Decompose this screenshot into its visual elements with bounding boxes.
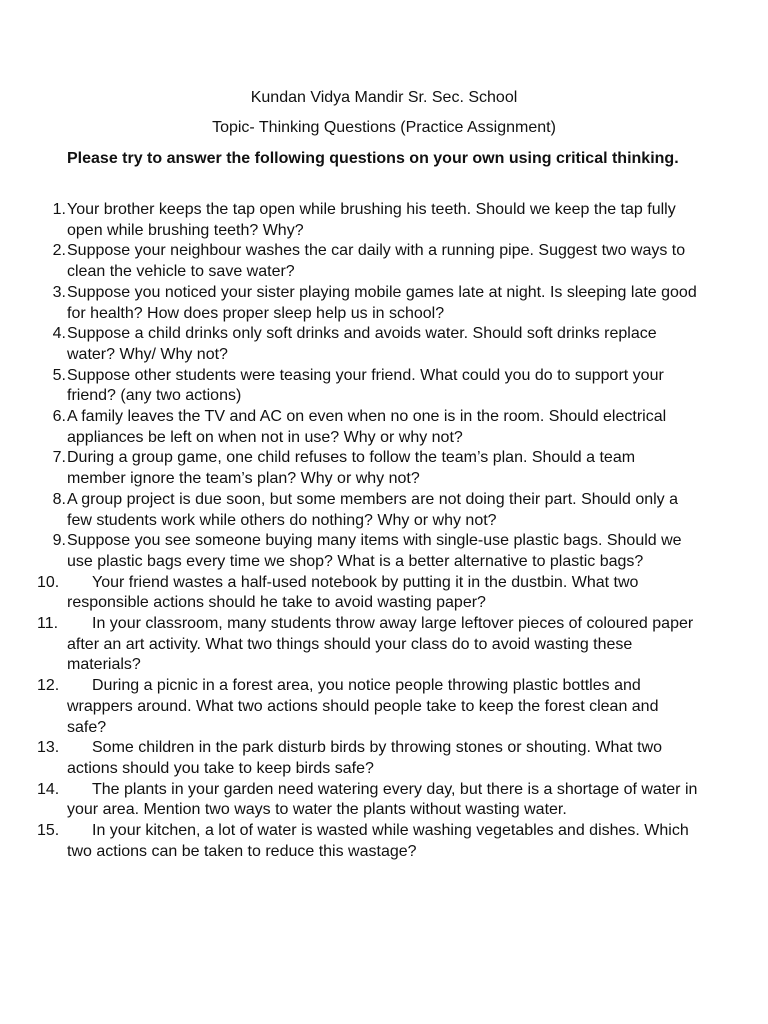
question-text: Your friend wastes a half-used notebook by putting it in the dustbin. What two responsible actions should he take to avoid wasting paper? xyxy=(67,573,639,612)
question-item xyxy=(38,780,698,821)
question-text: During a group game, one child refuses to follow the team’s plan. Should a team member ignore the team’s plan? Why or why not? xyxy=(67,449,636,488)
question-item xyxy=(38,490,698,531)
question-text: Your brother keeps the tap open while brushing his teeth. Should we keep the tap fully open while brushing teeth? Why? xyxy=(67,201,676,239)
question-number: 3. xyxy=(52,283,66,301)
instruction-text: Please try to answer the following questions on your own using critical thinking. xyxy=(67,150,679,167)
question-number: 4. xyxy=(52,325,66,343)
question-text: Suppose a child drinks only soft drinks and avoids water. Should soft drinks replace water? Why/ Why not? xyxy=(67,325,657,363)
question-text: Suppose you see someone buying many items with single-use plastic bags. Should we use plastic bags every time we shop? What is a better alternative to plastic bags? xyxy=(67,532,682,570)
question-item xyxy=(38,283,698,324)
question-item xyxy=(38,324,698,365)
question-item xyxy=(38,241,698,282)
question-number: 15. xyxy=(37,822,60,840)
question-text: In your kitchen, a lot of water is wasted while washing vegetables and dishes. Which two actions can be taken to reduce this wastage? xyxy=(67,822,689,860)
question-text: A family leaves the TV and AC on even when no one is in the room. Should electrical appliances be left on when not in use? Why or why not? xyxy=(67,408,667,446)
question-number: 8. xyxy=(52,490,66,508)
question-number: 5. xyxy=(52,366,66,384)
school-name: Kundan Vidya Mandir Sr. Sec. School xyxy=(250,89,518,106)
question-number: 7. xyxy=(52,449,66,467)
question-item xyxy=(38,738,698,779)
question-number: 14. xyxy=(37,780,60,798)
question-text: A group project is due soon, but some members are not doing their part. Should only a few students work while others do nothing? Why or why not? xyxy=(67,490,679,529)
question-item xyxy=(38,407,698,448)
question-text: In your classroom, many students throw away large leftover pieces of coloured paper after an art activity. What two things should your class do to avoid wasting these materials? xyxy=(67,615,694,674)
question-item xyxy=(38,366,698,407)
question-item xyxy=(38,531,698,572)
question-item xyxy=(38,448,698,489)
question-number: 10. xyxy=(37,573,60,591)
question-item xyxy=(38,614,698,676)
question-item xyxy=(38,200,698,241)
topic-title: Topic- Thinking Questions (Practice Assignment) xyxy=(212,119,556,136)
question-number: 12. xyxy=(37,677,60,695)
question-text: Suppose other students were teasing your friend. What could you do to support your friend? (any two actions) xyxy=(67,366,664,405)
question-list xyxy=(38,200,698,863)
question-number: 11. xyxy=(37,615,59,633)
question-text: Suppose your neighbour washes the car daily with a running pipe. Suggest two ways to clean the vehicle to save water? xyxy=(67,242,686,281)
question-item xyxy=(38,676,698,738)
question-number: 13. xyxy=(37,739,60,757)
question-text: The plants in your garden need watering every day, but there is a shortage of water in your area. Mention two ways to water the plants without wasting water. xyxy=(67,780,698,819)
question-item xyxy=(38,573,698,614)
question-number: 6. xyxy=(52,408,66,426)
question-text: Some children in the park disturb birds by throwing stones or shouting. What two actions should you take to keep birds safe? xyxy=(67,739,663,777)
question-number: 9. xyxy=(52,532,66,550)
question-text: During a picnic in a forest area, you notice people throwing plastic bottles and wrappers around. What two actions should people take to keep the forest clean and safe? xyxy=(67,677,659,736)
question-text: Suppose you noticed your sister playing mobile games late at night. Is sleeping late good for health? How does proper sleep help us in school? xyxy=(67,283,697,322)
question-item xyxy=(38,821,698,862)
question-number: 1. xyxy=(52,201,66,218)
question-number: 2. xyxy=(52,242,66,260)
